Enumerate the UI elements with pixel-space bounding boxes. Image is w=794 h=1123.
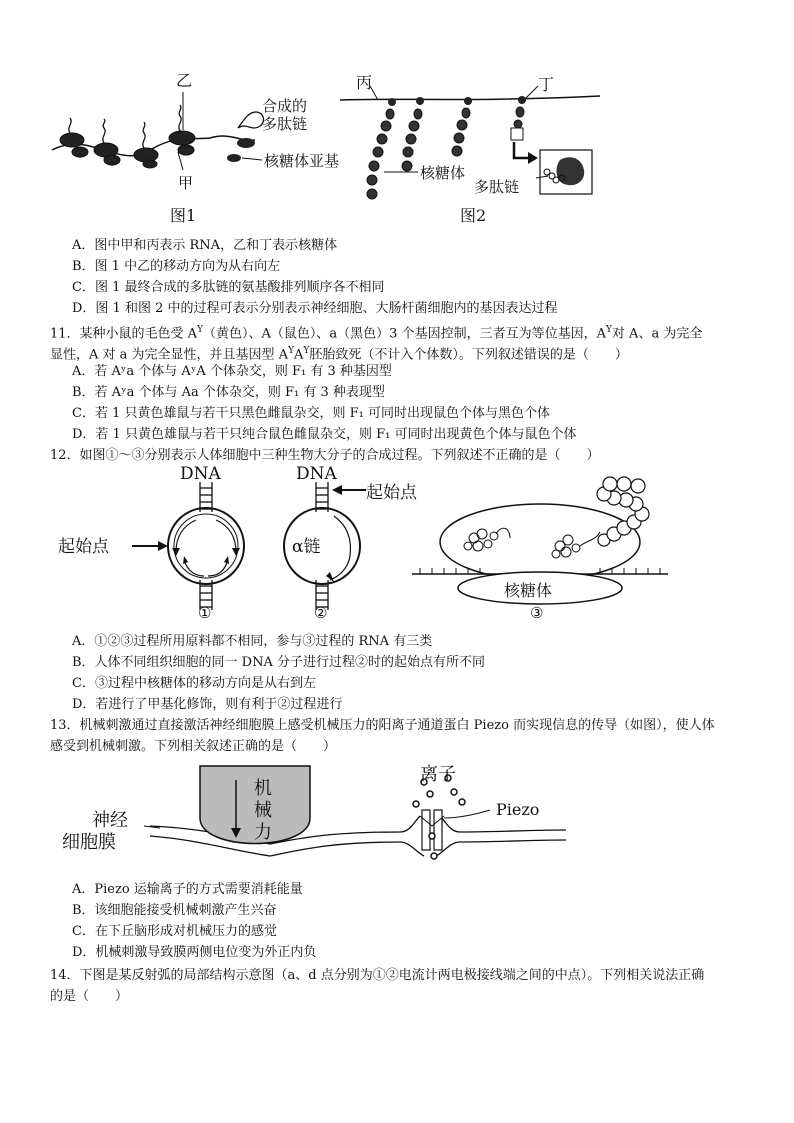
q12-alpha-chain: α链 [292,537,321,557]
q13-force-3: 力 [254,822,272,843]
q13-membrane-2: 细胞膜 [62,832,116,853]
label-jia: 甲 [178,174,194,192]
q13-membrane-1: 神经 [92,810,128,831]
q12-option-d: D．若进行了甲基化修饰，则有利于②过程进行 [72,697,343,712]
q11-option-b: B．若 Aʸa 个体与 Aa 个体杂交，则 F₁ 有 3 种表现型 [72,385,385,400]
label-peptide-line1: 合成的 [262,97,308,115]
q11-stem-line1: 11．某种小鼠的毛色受 $A^Y$（黄色）、A（鼠色）、a（黑色）3 个基因控制，三者互为等位基因，$A^Y$对 A、a 为完全 [50,325,703,342]
q13-option-c: C．在下丘脑形成对机械压力的感觉 [72,924,277,939]
figure-1-drawing [0,0,794,230]
q12-num-2: ② [314,604,328,622]
q11-stem-line2: 显性，A 对 a 为完全显性，并且基因型 $A^YA^Y$胚胎致死（不计入个体数）。下列叙述错误的是（ ） [50,346,628,363]
label-subunit: 核糖体亚基 [264,152,340,170]
q14-stem-line2: 的是（ ） [50,989,129,1004]
q12-num-1: ① [198,604,212,622]
q11-option-c: C．若 1 只黄色雄鼠与若干只黑色雌鼠杂交，则 F₁ 可同时出现鼠色个体与黑色个体 [72,406,550,421]
q13-stem-line2: 感受到机械刺激。下列相关叙述正确的是（ ） [50,739,337,754]
q13-force-2: 械 [254,800,272,821]
figure-2-caption: 图2 [460,206,487,225]
q11-option-d: D．若 1 只黄色雄鼠与若干只纯合鼠色雌鼠杂交，则 F₁ 可同时出现黄色个体与鼠色个体 [72,427,577,442]
label-ribosome: 核糖体 [420,164,466,182]
q12-stem: 12．如图①～③分别表示人体细胞中三种生物大分子的合成过程。下列叙述不正确的是（ ） [50,448,600,463]
label-ding: 丁 [538,75,555,94]
q13-force-1: 机 [254,778,272,799]
q12-option-c: C．③过程中核糖体的移动方向是从右到左 [72,676,316,691]
q13-option-b: B．该细胞能接受机械刺激产生兴奋 [72,903,277,918]
q12-num-3: ③ [530,604,544,622]
q12-dna-label-2: DNA [296,464,337,484]
q13-stem-line1: 13．机械刺激通过直接激活神经细胞膜上感受机械压力的阳离子通道蛋白 Piezo 而实现信息的传导（如图），使人体 [50,718,715,733]
label-peptide-fig2: 多肽链 [474,178,520,196]
q10-option-d: D．图 1 和图 2 中的过程可表示分别表示神经细胞、大肠杆菌细胞内的基因表达过程 [72,301,558,316]
q12-option-a: A．①②③过程所用原料都不相同，参与③过程的 RNA 有三类 [72,634,433,649]
q11-option-a: A．若 Aʸa 个体与 AʸA 个体杂交，则 F₁ 有 3 种基因型 [72,364,392,379]
q10-option-c: C．图 1 最终合成的多肽链的氨基酸排列顺序各不相同 [72,280,385,295]
q13-piezo-label: Piezo [496,800,540,819]
q13-option-d: D．机械刺激导致膜两侧电位变为外正内负 [72,945,317,960]
label-peptide-line2: 多肽链 [262,115,308,133]
q10-option-a: A．图中甲和丙表示 RNA，乙和丁表示核糖体 [72,238,338,253]
q12-origin-right: 起始点 [366,483,417,503]
q12-origin-left: 起始点 [58,537,109,557]
q13-option-a: A．Piezo 运输离子的方式需要消耗能量 [72,882,303,897]
q14-stem-line1: 14．下图是某反射弧的局部结构示意图（a、d 点分别为①②电流计两电极接线端之间的中点）。下列相关说法正确 [50,968,705,983]
q12-option-b: B．人体不同组织细胞的同一 DNA 分子进行过程②时的起始点有所不同 [72,655,486,670]
label-bing: 丙 [356,73,373,92]
figure-1-caption: 图1 [170,206,197,225]
q10-option-b: B．图 1 中乙的移动方向为从右向左 [72,259,281,274]
label-yi: 乙 [176,71,193,90]
q12-dna-label-1: DNA [180,464,221,484]
q13-ion-label: 离子 [420,764,456,785]
q12-ribosome-label: 核糖体 [504,581,553,600]
